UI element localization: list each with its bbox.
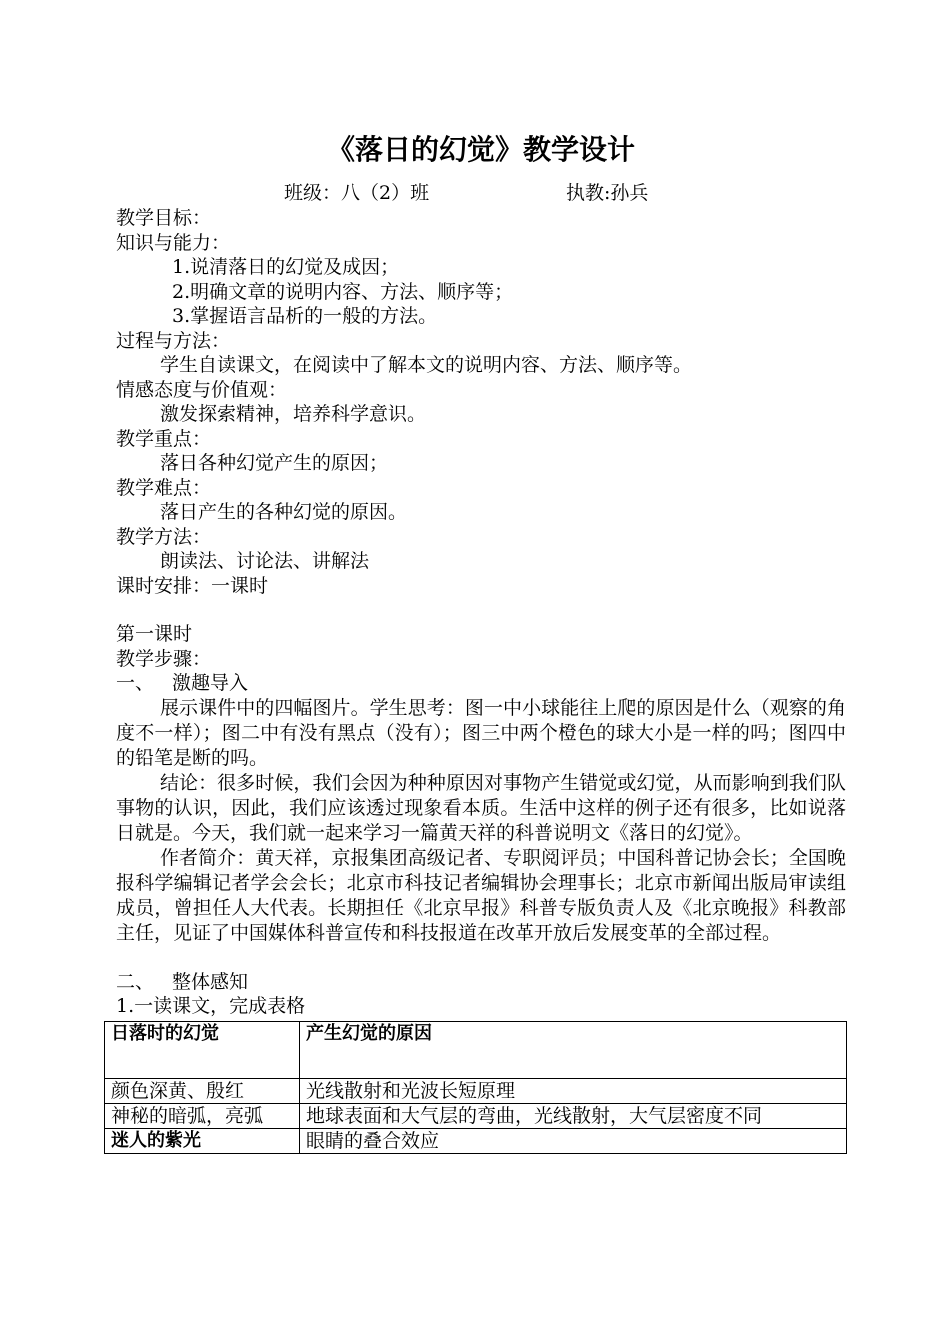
key-point-heading: 教学重点： xyxy=(116,427,212,450)
document-page xyxy=(111,132,846,1154)
knowledge-heading: 知识与能力： xyxy=(116,231,231,254)
table-cell: 地球表面和大气层的弯曲，光线散射，大气层密度不同 xyxy=(300,1103,847,1128)
table-cell: 迷人的紫光 xyxy=(105,1128,300,1153)
section1-number: 一、 xyxy=(116,672,155,694)
document-title: 《落日的幻觉》教学设计 xyxy=(326,133,635,166)
difficulty-text: 落日产生的各种幻觉的原因。 xyxy=(160,501,408,523)
illusion-table xyxy=(104,1021,847,1154)
difficulty-heading: 教学难点： xyxy=(116,476,212,499)
section2-subtitle: 1.一读课文，完成表格 xyxy=(116,995,306,1017)
method-heading: 教学方法： xyxy=(116,525,212,548)
knowledge-item-2: 2.明确文章的说明内容、方法、顺序等； xyxy=(172,280,514,303)
emotion-heading: 情感态度与价值观： xyxy=(116,378,288,401)
section2-number: 二、 xyxy=(116,970,155,993)
table-row xyxy=(105,1128,847,1153)
table-cell: 颜色深黄、殷红 xyxy=(105,1078,300,1103)
table-header-cause: 产生幻觉的原因 xyxy=(300,1021,847,1078)
meta-line xyxy=(116,180,846,206)
class-info: 班级：八（2）班 xyxy=(284,182,430,204)
process-text: 学生自读课文，在阅读中了解本文的说明内容、方法、顺序等。 xyxy=(160,354,693,376)
table-header-illusion: 日落时的幻觉 xyxy=(105,1021,300,1078)
process-heading: 过程与方法： xyxy=(116,329,231,352)
section2-heading xyxy=(116,970,846,995)
table-cell: 眼睛的叠合效应 xyxy=(300,1128,847,1153)
section2-title: 整体感知 xyxy=(172,970,249,993)
key-point-text: 落日各种幻觉产生的原因； xyxy=(160,452,389,474)
table-header-row xyxy=(105,1021,847,1078)
steps-heading: 教学步骤： xyxy=(116,647,212,670)
section1-paragraph-1: 展示课件中的四幅图片。学生思考：图一中小球能往上爬的原因是什么（观察的角度不一样）；图二中有没有黑点（没有）；图三中两个橙色的球大小是一样的吗；图四中的铅笔是断的吗。 xyxy=(116,696,846,769)
emotion-text: 激发探索精神，培养科学意识。 xyxy=(160,403,427,425)
table-row xyxy=(105,1078,847,1103)
section1-paragraph-3: 作者简介：黄天祥，京报集团高级记者、专职阅评员；中国科普记协会长；全国晚报科学编辑记者学会会长；北京市科技记者编辑协会理事长；北京市新闻出版局审读组成员，曾担任人大代表。长期担任《北京早报》科普专版负责人及《北京晚报》科教部主任，见证了中国媒体科普宣传和科技报道在改革开放后发展变革的全部过程。 xyxy=(116,846,846,944)
table-cell: 神秘的暗弧，亮弧 xyxy=(105,1103,300,1128)
method-text: 朗读法、讨论法、讲解法 xyxy=(160,550,370,572)
schedule-line: 课时安排：一课时 xyxy=(116,574,269,597)
knowledge-item-3: 3.掌握语言品析的一般的方法。 xyxy=(172,305,438,327)
section1-heading xyxy=(116,671,846,696)
knowledge-item-1: 1.说清落日的幻觉及成因； xyxy=(172,256,400,278)
table-row xyxy=(105,1103,847,1128)
table-cell: 光线散射和光波长短原理 xyxy=(300,1078,847,1103)
teacher-info: 执教:孙兵 xyxy=(566,182,649,204)
section1-paragraph-2: 结论：很多时候，我们会因为种种原因对事物产生错觉或幻觉，从而影响到我们队事物的认识，因此，我们应该透过现象看本质。生活中这样的例子还有很多，比如说落日就是。今天，我们就一起来学习一篇黄天祥的科普说明文《落日的幻觉》。 xyxy=(116,771,846,844)
section1-title: 激趣导入 xyxy=(172,672,249,694)
lesson-title: 第一课时 xyxy=(116,623,193,645)
goals-heading: 教学目标： xyxy=(116,207,212,229)
